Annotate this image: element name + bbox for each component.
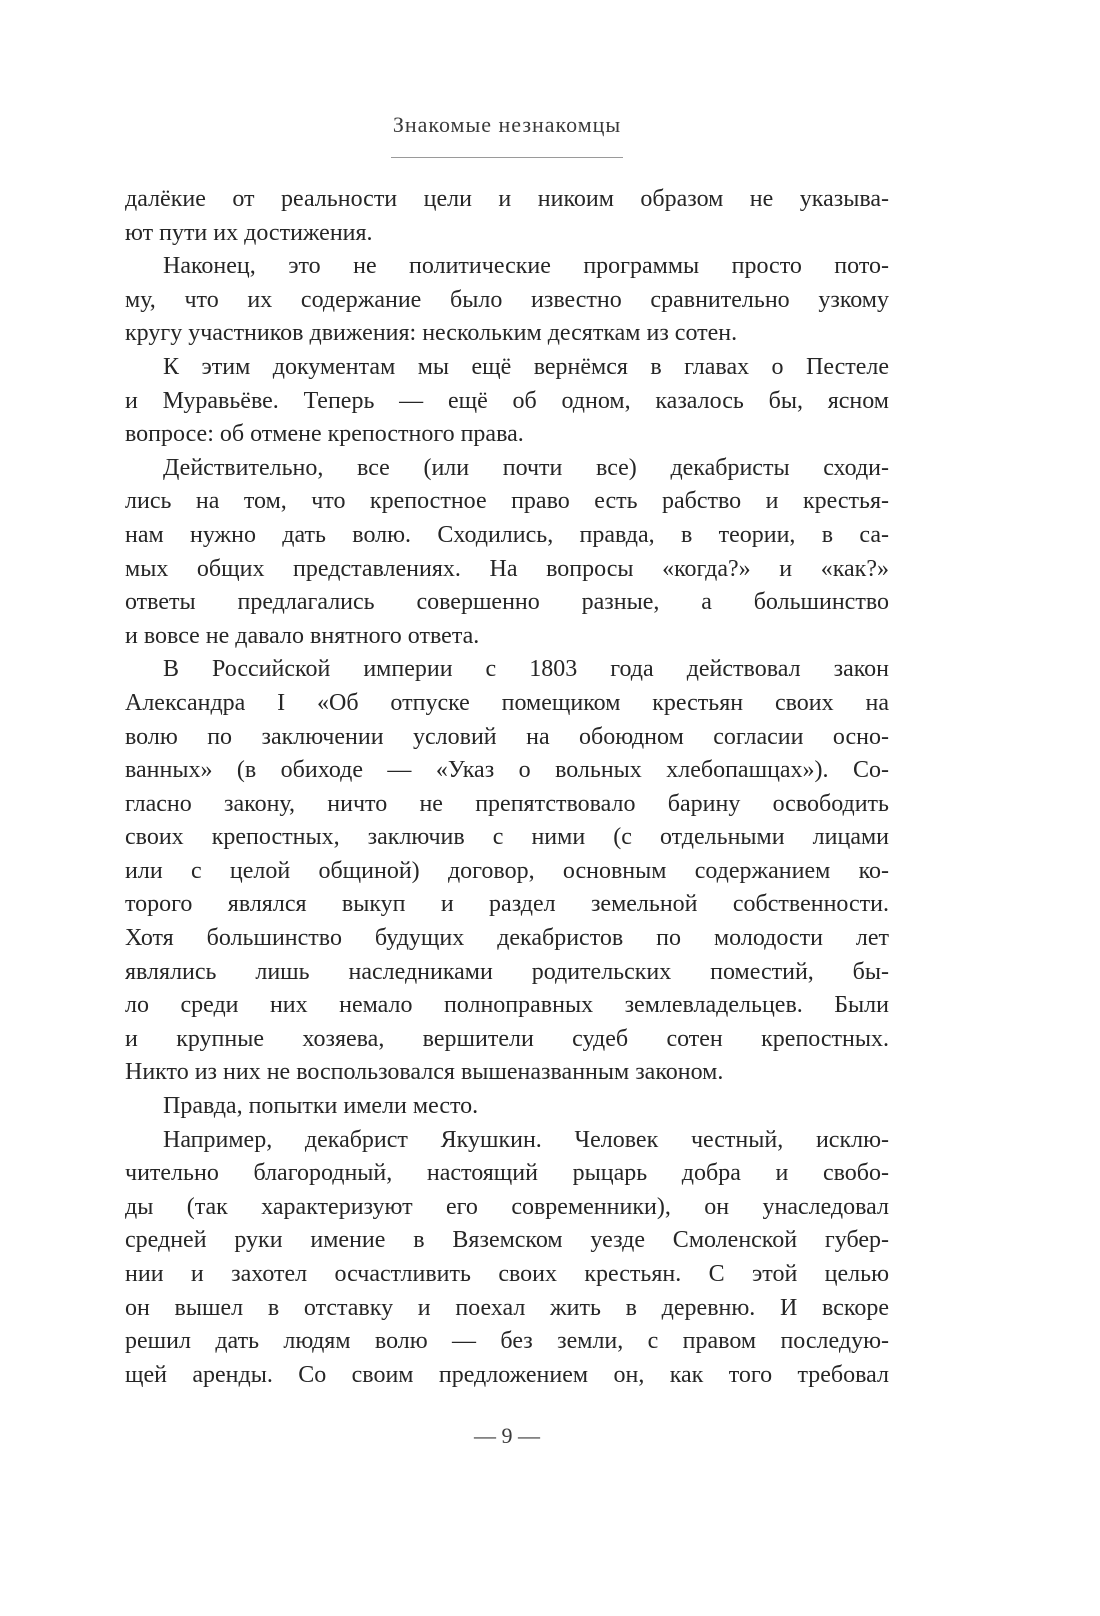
header-rule <box>391 157 623 158</box>
paragraph <box>125 653 889 1090</box>
text-line: Правда, попытки имели место. <box>163 1093 479 1120</box>
text-line: лись на том, что крепостное право есть рабство и крестья- <box>125 488 889 515</box>
text-block <box>125 183 889 1392</box>
paragraph <box>125 351 889 452</box>
running-header: Знакомые незнакомцы <box>392 112 622 137</box>
text-line: ды (так характеризуют его современники), он унаследовал <box>125 1193 889 1220</box>
text-line: ванных» (в обиходе — «Указ о вольных хлебопашцах»). Со- <box>125 757 889 784</box>
text-line: К этим документам мы ещё вернёмся в главах о Пестеле <box>163 353 889 380</box>
text-line: Александра I «Об отпуске помещиком крестьян своих на <box>125 689 889 716</box>
text-line: и крупные хозяева, вершители судеб сотен крепостных. <box>125 1025 889 1052</box>
text-line: торого являлся выкуп и раздел земельной собственности. <box>125 891 889 918</box>
text-line: нам нужно дать волю. Сходились, правда, в теории, в са- <box>125 521 889 548</box>
paragraph <box>125 1124 889 1393</box>
text-line: ответы предлагались совершенно разные, а большинство <box>125 589 889 616</box>
text-line: ло среди них немало полноправных землевладельцев. Были <box>125 992 889 1019</box>
text-line: гласно закону, ничто не препятствовало барину освободить <box>125 790 889 817</box>
paragraph <box>125 250 889 351</box>
text-line: являлись лишь наследниками родительских поместий, бы- <box>125 958 889 985</box>
text-line: щей аренды. Со своим предложением он, как того требовал <box>125 1361 889 1388</box>
text-line: он вышел в отставку и поехал жить в деревню. И вскоре <box>125 1294 889 1321</box>
text-line: Хотя большинство будущих декабристов по молодости лет <box>125 925 889 952</box>
text-line: и Муравьёве. Теперь — ещё об одном, казалось бы, ясном <box>125 387 889 414</box>
paragraph <box>125 1090 889 1124</box>
text-line: своих крепостных, заключив с ними (с отдельными лицами <box>125 824 889 851</box>
text-line: Никто из них не воспользовался вышеназванным законом. <box>125 1059 724 1086</box>
text-line: и вовсе не давало внятного ответа. <box>125 622 480 649</box>
text-line: мых общих представлениях. На вопросы «когда?» и «как?» <box>125 555 889 582</box>
text-line: кругу участников движения: нескольким десяткам из сотен. <box>125 320 738 347</box>
text-line: вопросе: об отмене крепостного права. <box>125 421 524 448</box>
text-line: му, что их содержание было известно сравнительно узкому <box>125 286 889 313</box>
paragraph <box>125 183 889 250</box>
text-line: Наконец, это не политические программы просто пото- <box>163 253 889 280</box>
paragraph <box>125 452 889 654</box>
page-number: — 9 — <box>474 1423 540 1448</box>
text-line: Действительно, все (или почти все) декабристы сходи- <box>163 454 889 481</box>
text-line: нии и захотел осчастливить своих крестьян. С этой целью <box>125 1261 889 1287</box>
text-line: или с целой общиной) договор, основным содержанием ко- <box>125 857 889 884</box>
text-line: решил дать людям волю — без земли, с правом последую- <box>125 1328 889 1355</box>
text-line: чительно благородный, настоящий рыцарь добра и свобо- <box>125 1160 889 1187</box>
text-line: В Российской империи с 1803 года действовал закон <box>163 656 889 683</box>
text-line: далёкие от реальности цели и никоим образом не указыва- <box>125 186 889 212</box>
text-line: Например, декабрист Якушкин. Человек честный, исклю- <box>163 1126 889 1153</box>
text-line: волю по заключении условий на обоюдном согласии осно- <box>125 723 889 750</box>
text-line: средней руки имение в Вяземском уезде Смоленской губер- <box>125 1227 889 1254</box>
text-line: ют пути их достижения. <box>125 219 373 246</box>
